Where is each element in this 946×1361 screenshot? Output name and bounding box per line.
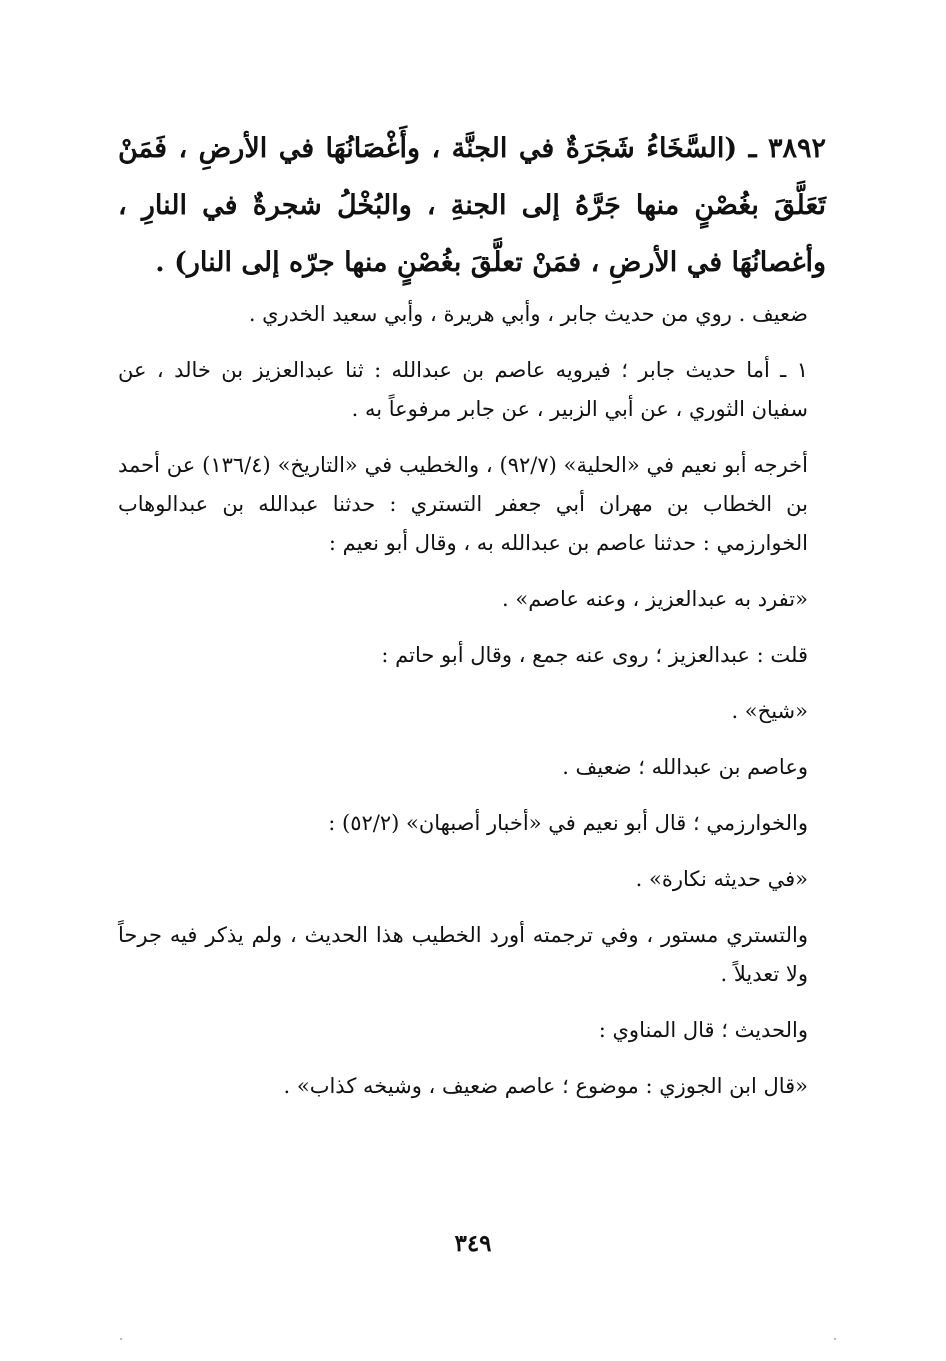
takhrij-paragraph: أخرجه أبو نعيم في «الحلية» (٩٢/٧) ، والخطيب في «التاريخ» (١٣٦/٤) عن أحمد بن الخطاب بن مهران أبي جعفر التستري : حدثنا عبدالله بن عبدالوهاب الخوارزمي : حدثنا عاصم بن عبدالله به ، وقال أبو نعيم : <box>118 453 808 555</box>
grading-paragraph: ضعيف . روي من حديث جابر ، وأبي هريرة ، وأبي سعيد الخدري . <box>248 302 808 326</box>
asim-note: وعاصم بن عبدالله ؛ ضعيف . <box>562 755 808 779</box>
nakarah-quote: «في حديثه نكارة» . <box>635 867 808 891</box>
abdulaziz-note: قلت : عبدالعزيز ؛ روى عنه جمع ، وقال أبو حاتم : <box>381 643 808 667</box>
jabir-chain-paragraph: ١ ـ أما حديث جابر ؛ فيرويه عاصم بن عبدالله : ثنا عبدالعزيز بن خالد ، عن سفيان الثوري ، عن أبي الزبير ، عن جابر مرفوعاً به . <box>118 358 808 421</box>
abu-hatim-quote: «شيخ» . <box>731 699 808 723</box>
tustari-paragraph: والتستري مستور ، وفي ترجمته أورد الخطيب هذا الحديث ، ولم يذكر فيه جرحاً ولا تعديلاً . <box>118 923 808 986</box>
munawi-intro: والحديث ؛ قال المناوي : <box>598 1018 808 1042</box>
hadith-text: ٣٨٩٢ ـ (السَّخَاءُ شَجَرَةٌ في الجنَّة ، وأَغْصَانُهَا في الأرضِ ، فَمَنْ تَعَلَّقَ بغُصْنٍ منها جَرَّهُ إلى الجنةِ ، والبُخْلُ شجرةٌ في النارِ ، وأغصانُهَا في الأرضِ ، فمَنْ تعلَّقَ بغُصْنٍ منها جرّه إلى النار) . <box>118 133 826 278</box>
scan-speck <box>120 1338 122 1340</box>
page-number: ٣٤٩ <box>454 1230 492 1257</box>
khawarizmi-note: والخوارزمي ؛ قال أبو نعيم في «أخبار أصبهان» (٥٢/٢) : <box>328 811 808 835</box>
scan-speck <box>834 1338 836 1340</box>
abu-nuaym-quote: «تفرد به عبدالعزيز ، وعنه عاصم» . <box>502 587 808 611</box>
ibn-jawzi-quote: «قال ابن الجوزي : موضوع ؛ عاصم ضعيف ، وشيخه كذاب» . <box>283 1074 808 1098</box>
page-body <box>118 120 826 1123</box>
